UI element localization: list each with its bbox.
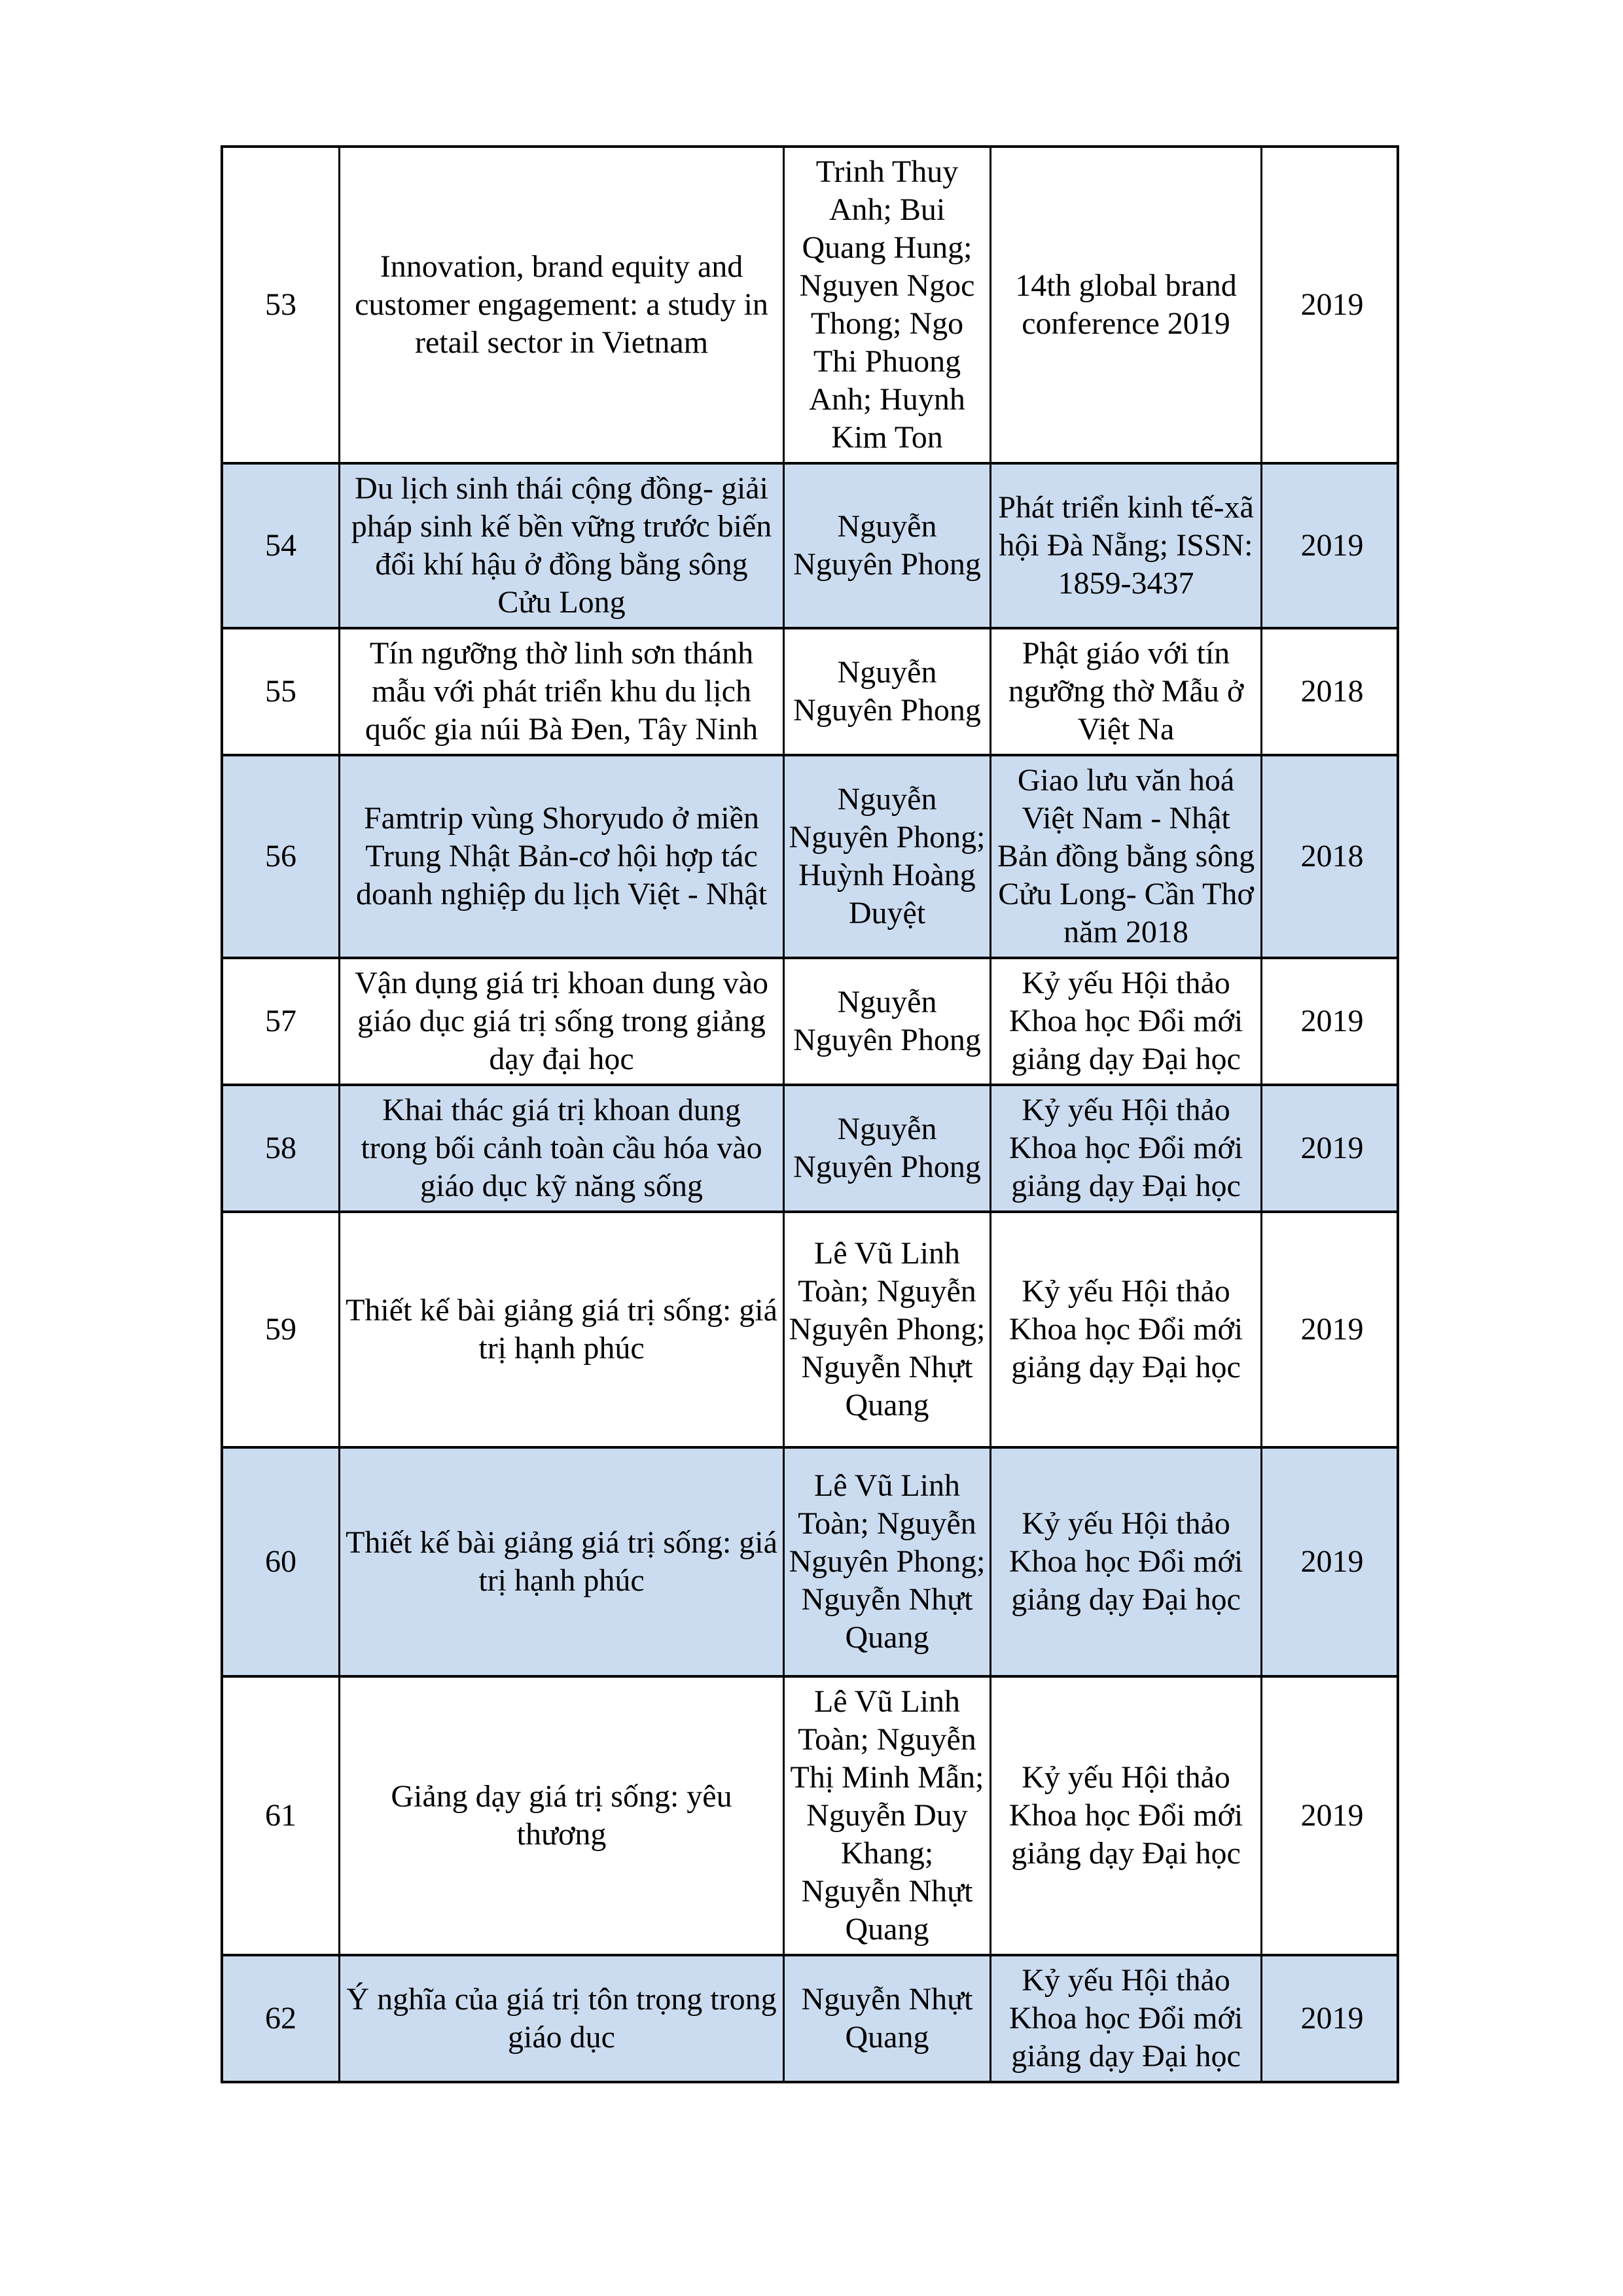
publication-year: 2018 bbox=[1300, 839, 1364, 874]
table-row bbox=[223, 959, 1397, 1086]
publication-year: 2019 bbox=[1300, 1004, 1364, 1038]
publication-year: 2018 bbox=[1300, 674, 1364, 709]
publication-title: Tín ngưỡng thờ linh sơn thánh mẫu với phát triển khu du lịch quốc gia núi Bà Đen, Tây Ninh bbox=[340, 629, 785, 754]
publication-authors: Nguyễn Nguyên Phong bbox=[785, 629, 991, 754]
table-row bbox=[223, 1086, 1397, 1213]
row-number: 59 bbox=[223, 1213, 340, 1446]
row-number: 53 bbox=[223, 148, 340, 462]
publication-title: Thiết kế bài giảng giá trị sống: giá trị hạnh phúc bbox=[340, 1213, 785, 1446]
publication-authors: Nguyễn Nguyên Phong; Huỳnh Hoàng Duyệt bbox=[785, 756, 991, 957]
publication-venue: Kỷ yếu Hội thảo Khoa học Đổi mới giảng dạy Đại học bbox=[991, 1086, 1262, 1210]
table-row bbox=[223, 1956, 1397, 2081]
publication-venue: Kỷ yếu Hội thảo Khoa học Đổi mới giảng dạy Đại học bbox=[991, 1213, 1262, 1446]
publication-title: Vận dụng giá trị khoan dung vào giáo dục giá trị sống trong giảng dạy đại học bbox=[340, 959, 785, 1084]
publication-authors: Nguyễn Nguyên Phong bbox=[785, 465, 991, 627]
row-number: 62 bbox=[223, 1956, 340, 2081]
table-row bbox=[223, 756, 1397, 959]
publication-year: 2019 bbox=[1300, 528, 1364, 563]
publication-authors: Trinh Thuy Anh; Bui Quang Hung; Nguyen Ngoc Thong; Ngo Thi Phuong Anh; Huynh Kim Ton bbox=[785, 148, 991, 462]
publication-year: 2019 bbox=[1300, 2001, 1364, 2036]
table-row bbox=[223, 1449, 1397, 1678]
table-row bbox=[223, 465, 1397, 629]
publication-venue: Kỷ yếu Hội thảo Khoa học Đổi mới giảng dạy Đại học bbox=[991, 1449, 1262, 1675]
row-number: 58 bbox=[223, 1086, 340, 1210]
publication-year: 2019 bbox=[1300, 1131, 1364, 1165]
publication-authors: Lê Vũ Linh Toàn; Nguyễn Thị Minh Mẫn; Nguyễn Duy Khang; Nguyễn Nhựt Quang bbox=[785, 1678, 991, 1954]
publication-venue: Giao lưu văn hoá Việt Nam - Nhật Bản đồng bằng sông Cửu Long- Cần Thơ năm 2018 bbox=[991, 756, 1262, 957]
table-row bbox=[223, 1678, 1397, 1956]
publication-year: 2019 bbox=[1300, 1798, 1364, 1833]
table-row bbox=[223, 148, 1397, 465]
row-number: 61 bbox=[223, 1678, 340, 1954]
row-number: 57 bbox=[223, 959, 340, 1084]
publication-venue: Kỷ yếu Hội thảo Khoa học Đổi mới giảng dạy Đại học bbox=[991, 1678, 1262, 1954]
publication-title: Giảng dạy giá trị sống: yêu thương bbox=[340, 1678, 785, 1954]
publication-title: Innovation, brand equity and customer engagement: a study in retail sector in Vietnam bbox=[340, 148, 785, 462]
publications-table bbox=[221, 145, 1399, 2083]
table-row bbox=[223, 1213, 1397, 1449]
publication-venue: Kỷ yếu Hội thảo Khoa học Đổi mới giảng dạy Đại học bbox=[991, 959, 1262, 1084]
publication-title: Khai thác giá trị khoan dung trong bối cảnh toàn cầu hóa vào giáo dục kỹ năng sống bbox=[340, 1086, 785, 1210]
publication-year: 2019 bbox=[1300, 287, 1364, 322]
publication-authors: Lê Vũ Linh Toàn; Nguyễn Nguyên Phong; Nguyễn Nhựt Quang bbox=[785, 1213, 991, 1446]
publication-authors: Lê Vũ Linh Toàn; Nguyễn Nguyên Phong; Nguyễn Nhựt Quang bbox=[785, 1449, 991, 1675]
publication-venue: Phật giáo với tín ngưỡng thờ Mẫu ở Việt Na bbox=[991, 629, 1262, 754]
row-number: 56 bbox=[223, 756, 340, 957]
publication-venue: Kỷ yếu Hội thảo Khoa học Đổi mới giảng dạy Đại học bbox=[991, 1956, 1262, 2081]
row-number: 55 bbox=[223, 629, 340, 754]
table-row bbox=[223, 629, 1397, 756]
publication-title: Famtrip vùng Shoryudo ở miền Trung Nhật Bản-cơ hội hợp tác doanh nghiệp du lịch Việt - Nhật bbox=[340, 756, 785, 957]
publication-venue: 14th global brand conference 2019 bbox=[991, 148, 1262, 462]
publication-year: 2019 bbox=[1300, 1544, 1364, 1579]
publication-title: Du lịch sinh thái cộng đồng- giải pháp sinh kế bền vững trước biến đổi khí hậu ở đồng bằng sông Cửu Long bbox=[340, 465, 785, 627]
publication-year: 2019 bbox=[1300, 1312, 1364, 1347]
row-number: 54 bbox=[223, 465, 340, 627]
publication-title: Ý nghĩa của giá trị tôn trọng trong giáo dục bbox=[340, 1956, 785, 2081]
publication-authors: Nguyễn Nguyên Phong bbox=[785, 959, 991, 1084]
row-number: 60 bbox=[223, 1449, 340, 1675]
publication-authors: Nguyễn Nguyên Phong bbox=[785, 1086, 991, 1210]
publication-authors: Nguyễn Nhựt Quang bbox=[785, 1956, 991, 2081]
publication-title: Thiết kế bài giảng giá trị sống: giá trị hạnh phúc bbox=[340, 1449, 785, 1675]
publication-venue: Phát triển kinh tế-xã hội Đà Nẵng; ISSN: 1859-3437 bbox=[991, 465, 1262, 627]
